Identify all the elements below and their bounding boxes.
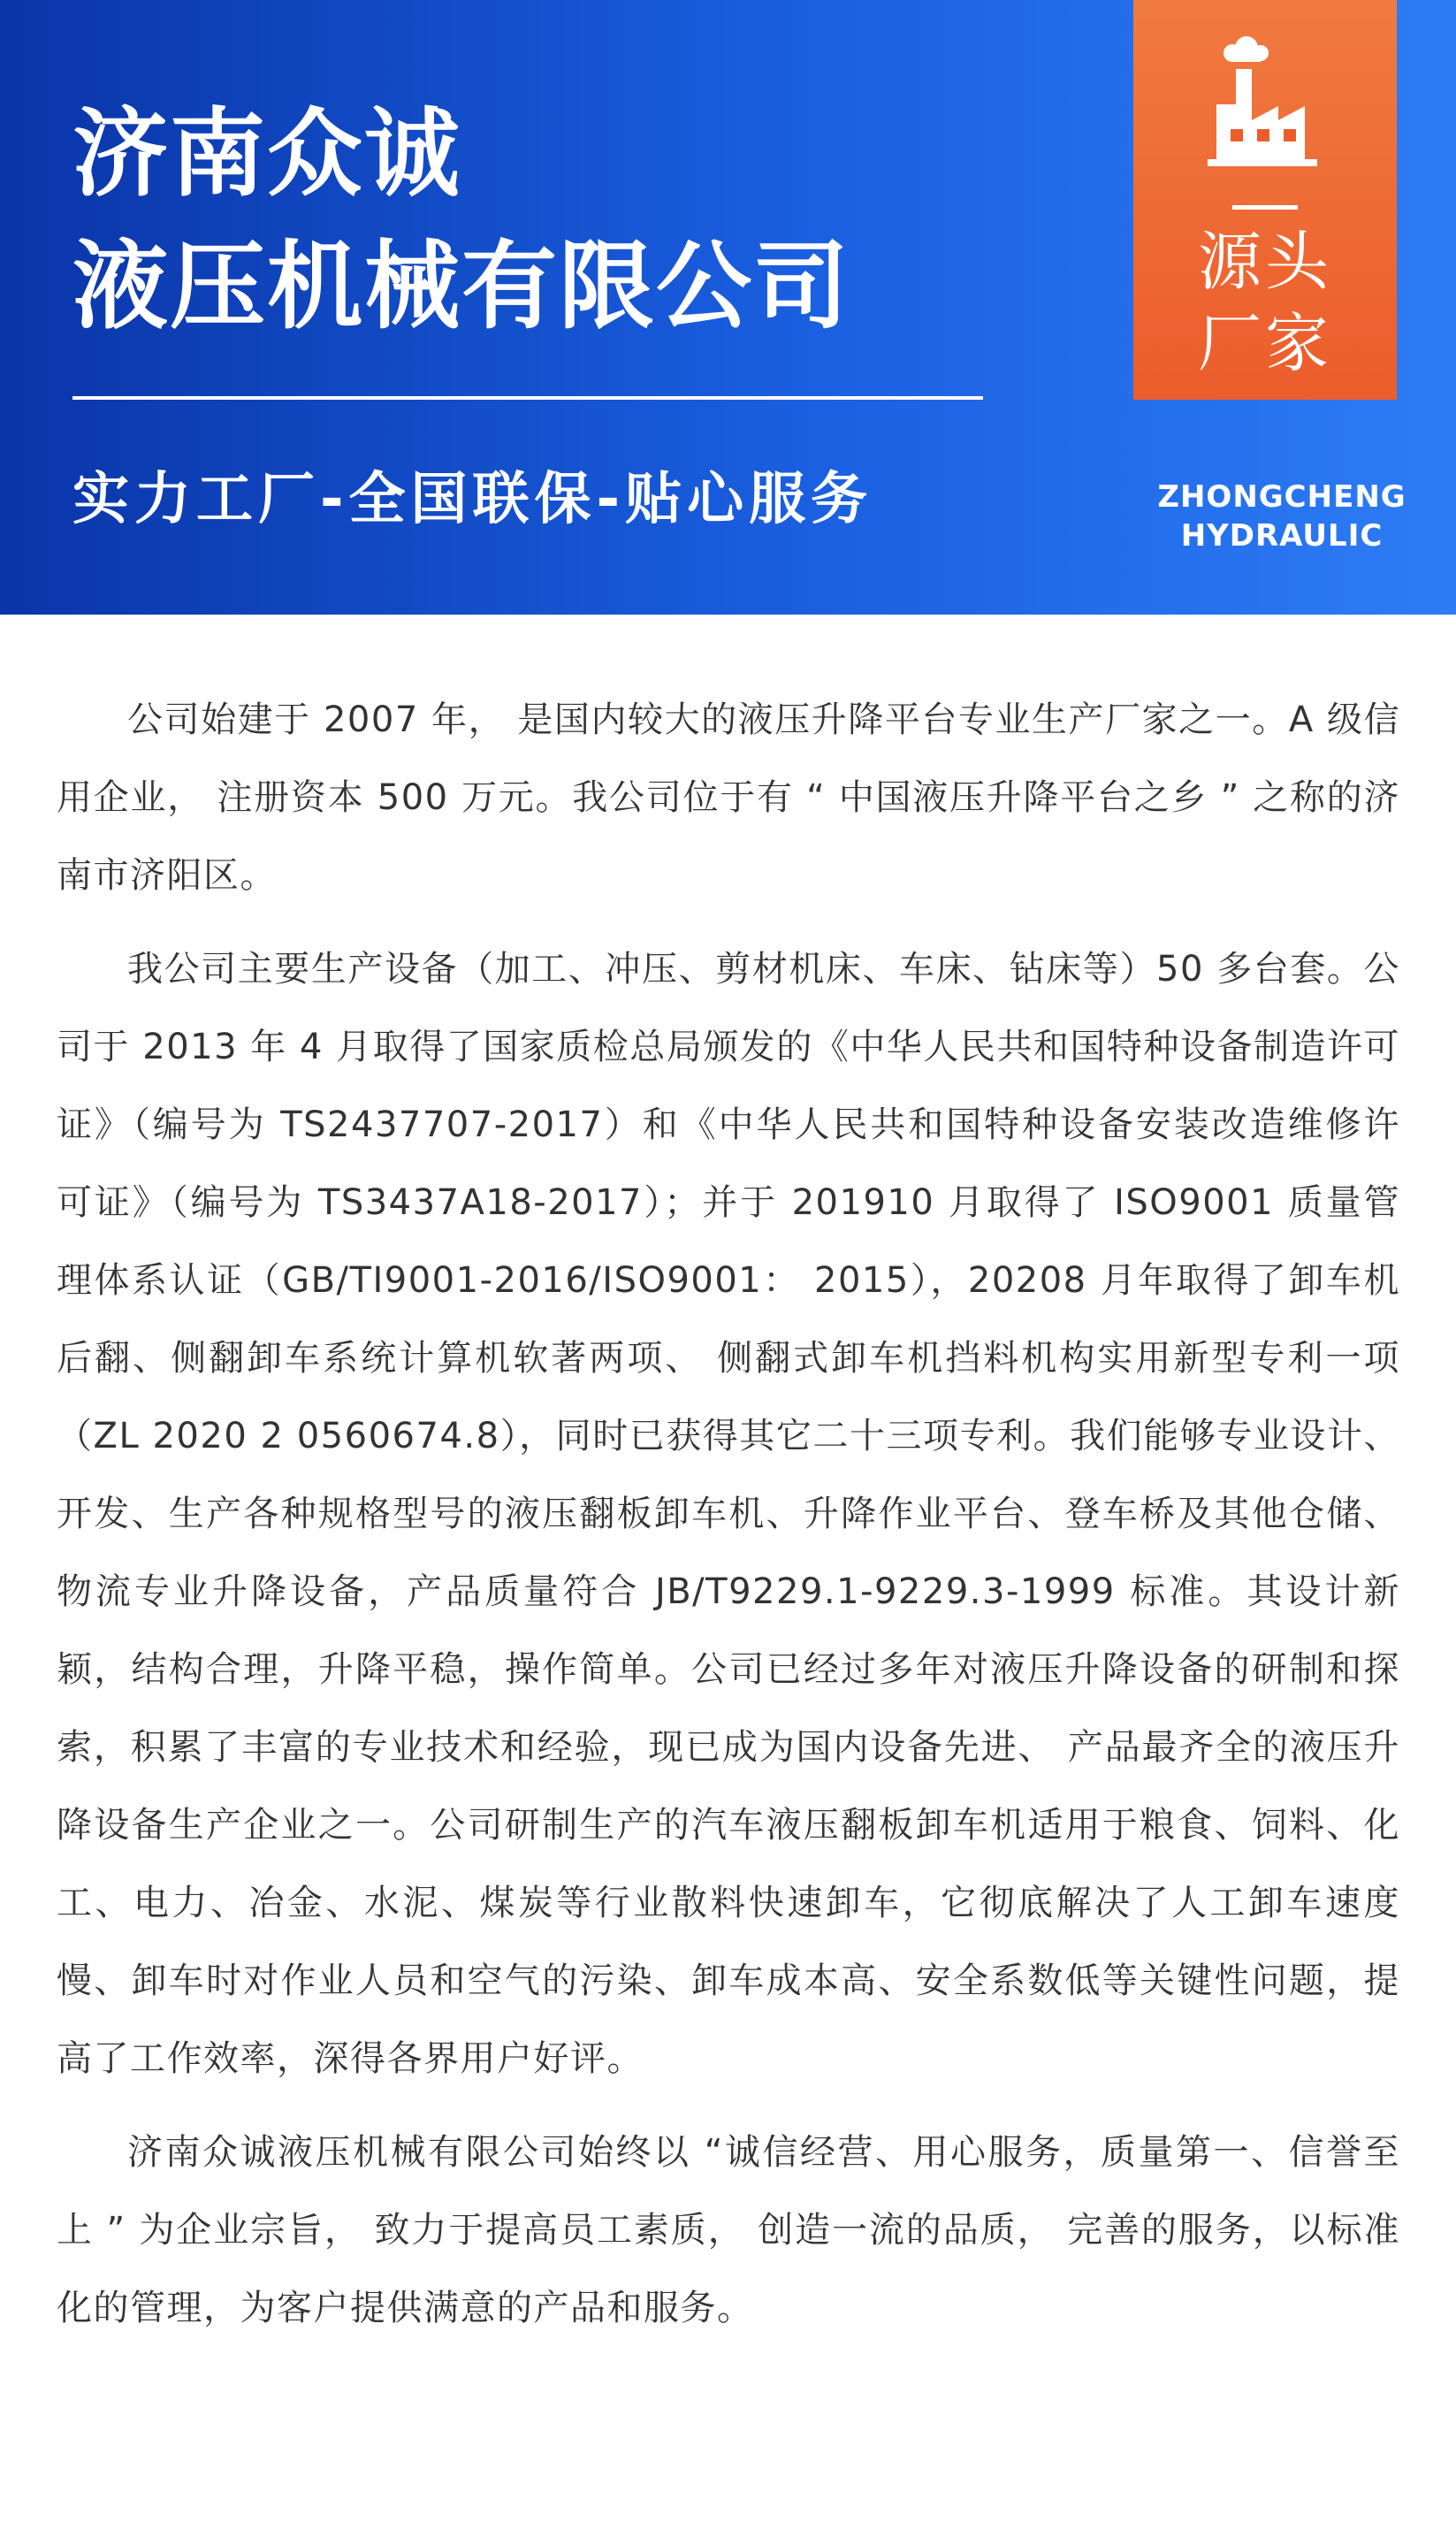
badge-line2: 厂家 [1197, 306, 1332, 380]
intro-paragraph: 济南众诚液压机械有限公司始终以 “诚信经营、用心服务，质量第一、信誉至上 ” 为企业宗旨， 致力于提高员工素质， 创造一流的品质， 完善的服务，以标准化的管理，为客户提供满意的产品和服务。 [57, 2132, 1400, 2328]
intro-paragraph: 公司始建于 2007 年， 是国内较大的液压升降平台专业生产厂家之一。A 级信用企业， 注册资本 500 万元。我公司位于有 “ 中国液压升降平台之乡 ” 之称的济南市济阳区。 [57, 699, 1400, 896]
header-banner [0, 0, 1456, 615]
company-intro [57, 681, 1400, 2363]
intro-paragraph: 我公司主要生产设备（加工、冲压、剪材机床、车床、钻床等）50 多台套。公司于 2013 年 4 月取得了国家质检总局颁发的《中华人民共和国特种设备制造许可证》（编号为 TS2437707-2017）和《中华人民共和国特种设备安装改造维修许可证》（编号为 TS3437A18-2017）；并于 201910 月取得了 ISO9001 质量管理体系认证（GB/TI9001-2016/ISO9001： 2015），20208 月年取得了卸车机后翻、侧翻卸车系统计算机软著两项、 侧翻式卸车机挡料机构实用新型专利一项（ZL 2020 2 0560674.8），同时已获得其它二十三项专利。我们能够专业设计、开发、生产各种规格型号的液压翻板卸车机、升降作业平台、登车桥及其他仓储、物流专业升降设备，产品质量符合 JB/T9229.1-9229.3-1999 标准。其设计新颖，结构合理，升降平稳，操作简单。公司已经过多年对液压升降设备的研制和探索，积累了丰富的专业技术和经验，现已成为国内设备先进、 产品最齐全的液压升降设备生产企业之一。公司研制生产的汽车液压翻板卸车机适用于粮食、饲料、化工、电力、冶金、水泥、煤炭等行业散料快速卸车，它彻底解决了人工卸车速度慢、卸车时对作业人员和空气的污染、卸车成本高、安全系数低等关键性问题，提高了工作效率，深得各界用户好评。 [57, 949, 1400, 2079]
slogan: 实力工厂-全国联保-贴心服务 [72, 467, 873, 532]
banner-divider [72, 396, 983, 400]
badge-line1: 源头 [1197, 225, 1332, 299]
company-name [72, 88, 850, 354]
brand-english [1149, 478, 1414, 555]
badge-divider [1232, 205, 1298, 210]
company-name-line2: 液压机械有限公司 [72, 232, 851, 342]
factory-icon [1208, 35, 1323, 168]
brand-en-line2: HYDRAULIC [1180, 518, 1384, 554]
company-name-line1: 济南众诚 [72, 99, 462, 210]
source-factory-badge [1133, 0, 1397, 400]
brand-en-line1: ZHONGCHENG [1157, 479, 1406, 515]
badge-text [1155, 221, 1376, 384]
